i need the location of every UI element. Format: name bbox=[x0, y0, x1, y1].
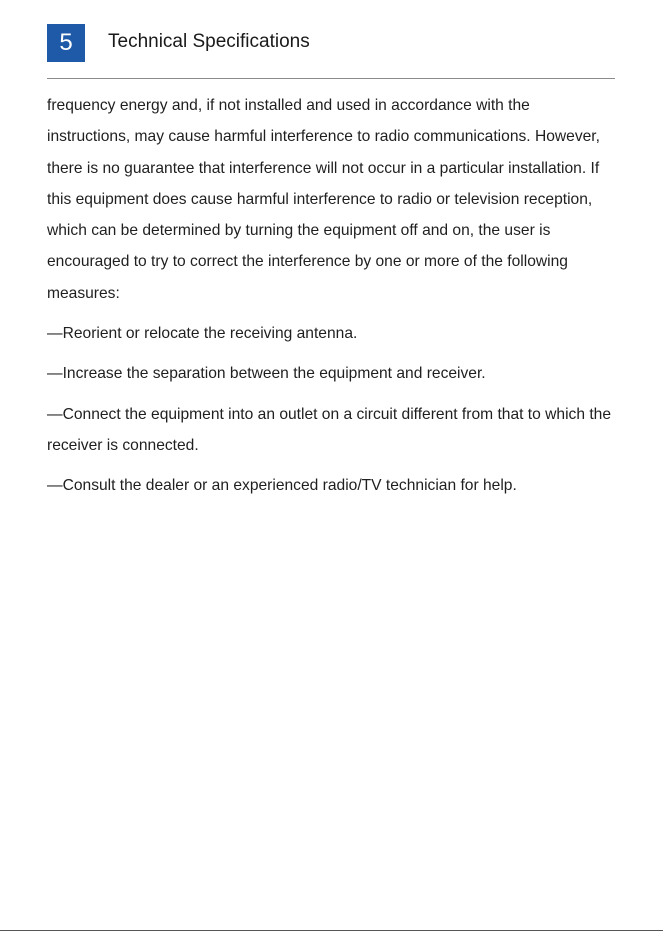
measure-item: —Reorient or relocate the receiving antenna. bbox=[47, 325, 358, 343]
body-paragraph: frequency energy and, if not installed and used in accordance with the instructions, may cause harmful interference to radio communications. However, there is no guarantee that interference will not occur in a particular installation. If this equipment does cause harmful interference to radio or television reception, which can be determined by turning the equipment off and on, the user is encouraged to try to correct the interference by one or more of the following measures: bbox=[47, 97, 600, 302]
section-title: Technical Specifications bbox=[108, 31, 310, 52]
measure-item: —Increase the separation between the equipment and receiver. bbox=[47, 365, 486, 383]
measure-item: —Connect the equipment into an outlet on a circuit different from that to which the receiver is connected. bbox=[47, 405, 612, 454]
header-divider bbox=[47, 78, 615, 79]
document-body bbox=[47, 90, 617, 511]
section-number-badge: 5 bbox=[47, 24, 85, 62]
section-header bbox=[47, 24, 615, 62]
page-bottom-border bbox=[0, 930, 663, 931]
measure-item: —Consult the dealer or an experienced radio/TV technician for help. bbox=[47, 477, 517, 495]
